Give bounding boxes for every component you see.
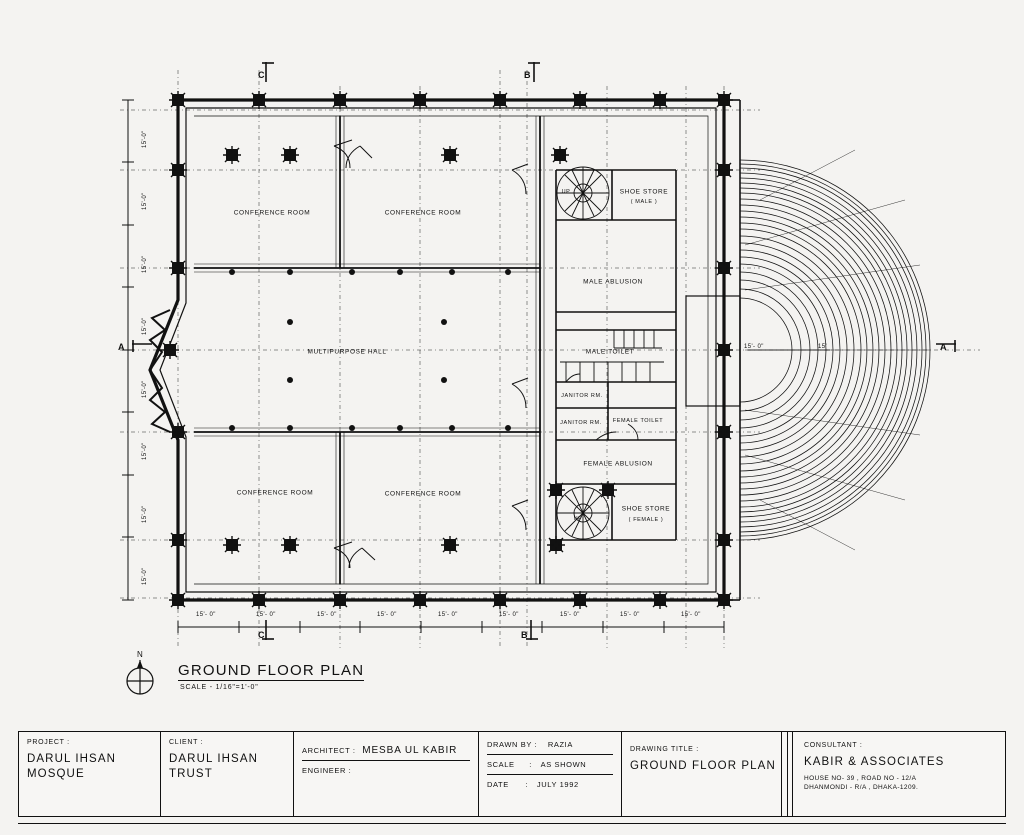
stair-label-up-south: UP	[573, 516, 583, 522]
dim-bottom-4: 15'- 0"	[377, 612, 397, 618]
room-label-male-ablusion: MALE ABLUSION	[583, 278, 643, 286]
room-label-janitor-room-2: JANITOR RM.	[560, 420, 602, 426]
dim-bottom-1: 15'- 0"	[196, 612, 216, 618]
plan-scale: SCALE - 1/16"=1'-0"	[180, 684, 259, 691]
dim-left-1: 15'-0"	[142, 130, 148, 148]
consultant-address-line1: HOUSE NO- 39 , ROAD NO - 12/A	[804, 775, 917, 782]
consultant-name: KABIR & ASSOCIATES	[804, 756, 945, 768]
scale-row	[487, 760, 613, 775]
north-label: N	[137, 650, 144, 659]
dim-bottom-3: 15'- 0"	[317, 612, 337, 618]
dim-interior-1: 15'- 0"	[744, 344, 764, 350]
room-label-janitor-room-1: JANITOR RM.	[561, 393, 603, 399]
title-block	[18, 731, 1006, 817]
architect-value: MESBA UL KABIR	[362, 745, 458, 756]
room-label-female-toilet: FEMALE TOILET	[612, 418, 664, 424]
date-value: JULY 1992	[536, 780, 579, 789]
drawing-title-value: GROUND FLOOR PLAN	[630, 760, 776, 772]
drawn-by-row	[487, 740, 613, 755]
titleblock-drawing-title	[622, 732, 782, 816]
room-label-conference-room-4: CONFERENCE ROOM	[384, 490, 462, 498]
room-label-shoe-store-female-sub: ( FEMALE )	[628, 517, 664, 523]
scale-value: AS SHOWN	[540, 760, 587, 769]
dim-left-5: 15'-0"	[142, 380, 148, 398]
client-name-line1: DARUL IHSAN	[169, 753, 258, 765]
dim-left-3: 15'-0"	[142, 255, 148, 273]
room-label-multipurpose-hall: MULTIPURPOSE HALL	[307, 348, 387, 356]
consultant-address-line2: DHANMONDI - R/A , DHAKA-1209.	[804, 784, 919, 791]
section-mark-a-right: A	[940, 342, 948, 352]
room-label-male-toilet: MALE TOILET	[585, 348, 635, 356]
dim-bottom-7: 15'- 0"	[560, 612, 580, 618]
date-row	[487, 780, 613, 794]
dim-left-8: 15'-0"	[142, 567, 148, 585]
dim-left-6: 15'-0"	[142, 442, 148, 460]
stair-label-up-north: UP	[561, 189, 571, 195]
drawn-by-value: RAZIA	[547, 740, 573, 749]
project-name-line2: MOSQUE	[27, 768, 85, 780]
section-mark-a-left: A	[118, 342, 126, 352]
dim-left-4: 15'-0"	[142, 317, 148, 335]
section-mark-c-top: C	[258, 70, 266, 80]
section-mark-c-bottom: C	[258, 630, 266, 640]
titleblock-consultant	[782, 732, 1005, 816]
date-separator: :	[525, 780, 529, 789]
project-head: PROJECT :	[27, 739, 70, 746]
scale-separator: :	[529, 760, 532, 769]
client-name-line2: TRUST	[169, 768, 213, 780]
room-label-conference-room-1: CONFERENCE ROOM	[233, 209, 311, 217]
plan-title-text: GROUND FLOOR PLAN	[178, 662, 365, 679]
titleblock-architect	[294, 732, 479, 816]
room-label-conference-room-3: CONFERENCE ROOM	[236, 489, 314, 497]
room-label-conference-room-2: CONFERENCE ROOM	[384, 209, 462, 217]
architect-row	[302, 746, 470, 761]
titleblock-project	[19, 732, 161, 816]
engineer-head: ENGINEER :	[302, 766, 352, 775]
dim-left-7: 15'-0"	[142, 505, 148, 523]
architect-head: ARCHITECT :	[302, 746, 356, 755]
room-label-shoe-store-male-sub: ( MALE )	[630, 199, 658, 205]
drawing-title-head: DRAWING TITLE :	[630, 746, 699, 753]
titleblock-client	[161, 732, 294, 816]
scale-head: SCALE	[487, 760, 515, 769]
engineer-row	[302, 766, 470, 780]
dim-bottom-9: 15'- 0"	[681, 612, 701, 618]
consultant-divider-1	[787, 732, 788, 816]
dim-bottom-6: 15'- 0"	[499, 612, 519, 618]
section-mark-b-top: B	[524, 70, 532, 80]
section-mark-b-bottom: B	[521, 630, 529, 640]
room-label-shoe-store-male: SHOE STORE	[619, 188, 669, 196]
room-label-female-ablusion: FEMALE ABLUSION	[583, 460, 653, 468]
consultant-divider-2	[792, 732, 793, 816]
dim-interior-2: 15'	[818, 344, 828, 350]
client-head: CLIENT :	[169, 739, 204, 746]
drawn-by-head: DRAWN BY :	[487, 740, 538, 749]
dim-bottom-5: 15'- 0"	[438, 612, 458, 618]
dim-bottom-2: 15'- 0"	[256, 612, 276, 618]
north-arrow	[118, 650, 162, 698]
room-label-shoe-store-female: SHOE STORE	[621, 505, 671, 513]
dim-left-2: 15'-0"	[142, 192, 148, 210]
sheet-border-bottom	[18, 823, 1006, 831]
plan-title	[178, 662, 364, 681]
consultant-head: CONSULTANT :	[804, 742, 863, 749]
dim-bottom-8: 15'- 0"	[620, 612, 640, 618]
titleblock-drawn	[479, 732, 622, 816]
date-head: DATE	[487, 780, 509, 789]
project-name-line1: DARUL IHSAN	[27, 753, 116, 765]
